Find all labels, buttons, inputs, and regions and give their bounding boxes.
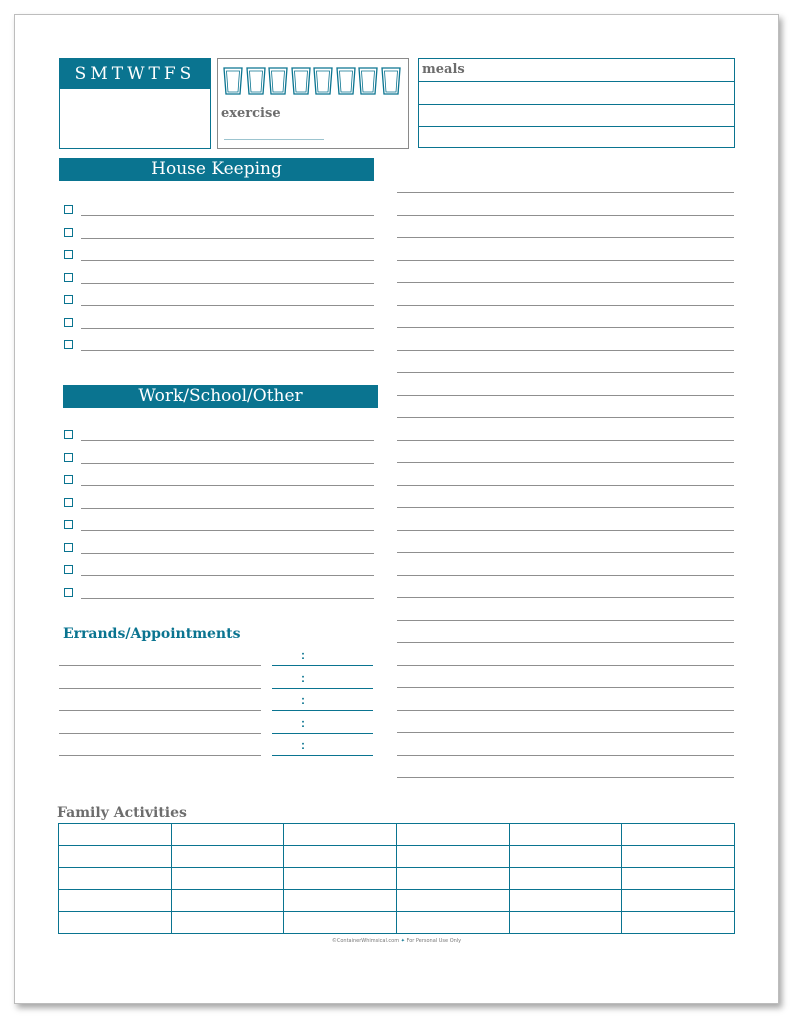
- notes-line[interactable]: [397, 620, 734, 621]
- footer-note: For Personal Use Only: [406, 938, 462, 944]
- family-cell[interactable]: [284, 846, 397, 868]
- family-cell[interactable]: [622, 824, 735, 846]
- work-checkbox[interactable]: [64, 520, 73, 529]
- family-cell[interactable]: [509, 868, 622, 890]
- water-glass-icon[interactable]: [246, 67, 266, 95]
- family-cell[interactable]: [509, 890, 622, 912]
- errand-line[interactable]: [59, 733, 261, 734]
- errand-time-line[interactable]: [272, 710, 373, 711]
- time-separator: :: [301, 715, 305, 730]
- family-cell[interactable]: [59, 868, 172, 890]
- housekeeping-checkbox[interactable]: [64, 205, 73, 214]
- family-cell[interactable]: [59, 824, 172, 846]
- family-cell[interactable]: [396, 890, 509, 912]
- family-cell[interactable]: [59, 846, 172, 868]
- family-cell[interactable]: [171, 912, 284, 934]
- family-cell[interactable]: [171, 824, 284, 846]
- notes-line[interactable]: [397, 350, 734, 351]
- water-glass-icon[interactable]: [358, 67, 378, 95]
- family-header: Family Activities: [57, 805, 187, 821]
- housekeeping-line[interactable]: [81, 215, 374, 216]
- work-line[interactable]: [81, 553, 374, 554]
- notes-line[interactable]: [397, 327, 734, 328]
- family-cell[interactable]: [622, 846, 735, 868]
- work-line[interactable]: [81, 575, 374, 576]
- work-checkbox[interactable]: [64, 498, 73, 507]
- errands-header: Errands/Appointments: [63, 626, 241, 642]
- meals-label: meals: [422, 62, 465, 77]
- family-cell[interactable]: [396, 846, 509, 868]
- days-box: [59, 58, 211, 149]
- errand-line[interactable]: [59, 710, 261, 711]
- errand-line[interactable]: [59, 755, 261, 756]
- family-row: [59, 846, 735, 868]
- errand-time-line[interactable]: [272, 665, 373, 666]
- meals-line[interactable]: [419, 104, 734, 105]
- days-of-week-header[interactable]: SMTWTFS: [60, 59, 210, 89]
- water-glass-icon[interactable]: [313, 67, 333, 95]
- notes-line[interactable]: [397, 755, 734, 756]
- notes-line[interactable]: [397, 305, 734, 306]
- family-cell[interactable]: [622, 890, 735, 912]
- family-cell[interactable]: [284, 824, 397, 846]
- notes-line[interactable]: [397, 260, 734, 261]
- notes-line[interactable]: [397, 665, 734, 666]
- time-separator: :: [301, 648, 305, 662]
- notes-line[interactable]: [397, 597, 734, 598]
- notes-line[interactable]: [397, 575, 734, 576]
- notes-line[interactable]: [397, 372, 734, 373]
- notes-line[interactable]: [397, 687, 734, 688]
- water-exercise-box: [217, 58, 409, 149]
- family-cell[interactable]: [396, 824, 509, 846]
- family-activities-grid: [58, 823, 735, 934]
- work-checkbox[interactable]: [64, 565, 73, 574]
- work-checkbox[interactable]: [64, 588, 73, 597]
- water-glass-icon[interactable]: [381, 67, 401, 95]
- exercise-label: exercise: [221, 106, 281, 121]
- housekeeping-line[interactable]: [81, 238, 374, 239]
- family-row: [59, 912, 735, 934]
- notes-line[interactable]: [397, 530, 734, 531]
- water-glass-icon[interactable]: [336, 67, 356, 95]
- housekeeping-checkbox[interactable]: [64, 273, 73, 282]
- notes-line[interactable]: [397, 417, 734, 418]
- housekeeping-checkbox[interactable]: [64, 340, 73, 349]
- family-cell[interactable]: [171, 868, 284, 890]
- footer-credit: [15, 938, 778, 944]
- family-cell[interactable]: [284, 912, 397, 934]
- notes-line[interactable]: [397, 215, 734, 216]
- family-row: [59, 868, 735, 890]
- errand-line[interactable]: [59, 688, 261, 689]
- housekeeping-line[interactable]: [81, 305, 374, 306]
- notes-line[interactable]: [397, 192, 734, 193]
- family-row: [59, 824, 735, 846]
- time-separator: :: [301, 738, 305, 752]
- water-glass-icon[interactable]: [223, 67, 243, 95]
- work-line[interactable]: [81, 440, 374, 441]
- family-cell[interactable]: [284, 890, 397, 912]
- notes-line[interactable]: [397, 237, 734, 238]
- work-line[interactable]: [81, 485, 374, 486]
- family-cell[interactable]: [59, 912, 172, 934]
- family-cell[interactable]: [59, 890, 172, 912]
- work-checkbox[interactable]: [64, 453, 73, 462]
- housekeeping-line[interactable]: [81, 283, 374, 284]
- family-cell[interactable]: [171, 846, 284, 868]
- time-separator: :: [301, 693, 305, 707]
- work-checkbox[interactable]: [64, 543, 73, 552]
- work-header: Work/School/Other: [63, 385, 378, 408]
- work-checkbox[interactable]: [64, 475, 73, 484]
- errand-time-line[interactable]: [272, 755, 373, 756]
- housekeeping-header: House Keeping: [59, 158, 374, 181]
- family-cell[interactable]: [396, 868, 509, 890]
- family-cell[interactable]: [509, 912, 622, 934]
- housekeeping-line[interactable]: [81, 328, 374, 329]
- notes-line[interactable]: [397, 395, 734, 396]
- family-cell[interactable]: [622, 868, 735, 890]
- errand-time-line[interactable]: [272, 688, 373, 689]
- family-cell[interactable]: [622, 912, 735, 934]
- notes-line[interactable]: [397, 282, 734, 283]
- time-separator: :: [301, 670, 305, 685]
- notes-line[interactable]: [397, 710, 734, 711]
- work-checkbox[interactable]: [64, 430, 73, 439]
- notes-line[interactable]: [397, 485, 734, 486]
- work-line[interactable]: [81, 530, 374, 531]
- meals-box: [418, 58, 735, 148]
- housekeeping-checkbox[interactable]: [64, 228, 73, 237]
- work-line[interactable]: [81, 508, 374, 509]
- footer-site: ©ContainerWhimsical.com: [331, 938, 400, 944]
- errand-time-line[interactable]: [272, 733, 373, 734]
- housekeeping-checkbox[interactable]: [64, 250, 73, 259]
- notes-line[interactable]: [397, 440, 734, 441]
- work-line[interactable]: [81, 463, 374, 464]
- family-cell[interactable]: [509, 824, 622, 846]
- notes-line[interactable]: [397, 777, 734, 778]
- water-glass-icon[interactable]: [291, 67, 311, 95]
- water-glass-icon[interactable]: [268, 67, 288, 95]
- work-line[interactable]: [81, 598, 374, 599]
- housekeeping-checkbox[interactable]: [64, 318, 73, 327]
- planner-page: [14, 14, 779, 1004]
- notes-line[interactable]: [397, 732, 734, 733]
- notes-line[interactable]: [397, 642, 734, 643]
- notes-line[interactable]: [397, 507, 734, 508]
- exercise-line[interactable]: [224, 139, 324, 140]
- family-cell[interactable]: [509, 846, 622, 868]
- housekeeping-checkbox[interactable]: [64, 295, 73, 304]
- meals-line[interactable]: [419, 126, 734, 127]
- notes-line[interactable]: [397, 552, 734, 553]
- errand-line[interactable]: [59, 665, 261, 666]
- housekeeping-line[interactable]: [81, 350, 374, 351]
- family-cell[interactable]: [284, 868, 397, 890]
- housekeeping-line[interactable]: [81, 260, 374, 261]
- family-cell[interactable]: [171, 890, 284, 912]
- notes-line[interactable]: [397, 462, 734, 463]
- family-cell[interactable]: [396, 912, 509, 934]
- meals-line[interactable]: [419, 81, 734, 82]
- family-row: [59, 890, 735, 912]
- butterfly-icon: ✦: [400, 938, 405, 944]
